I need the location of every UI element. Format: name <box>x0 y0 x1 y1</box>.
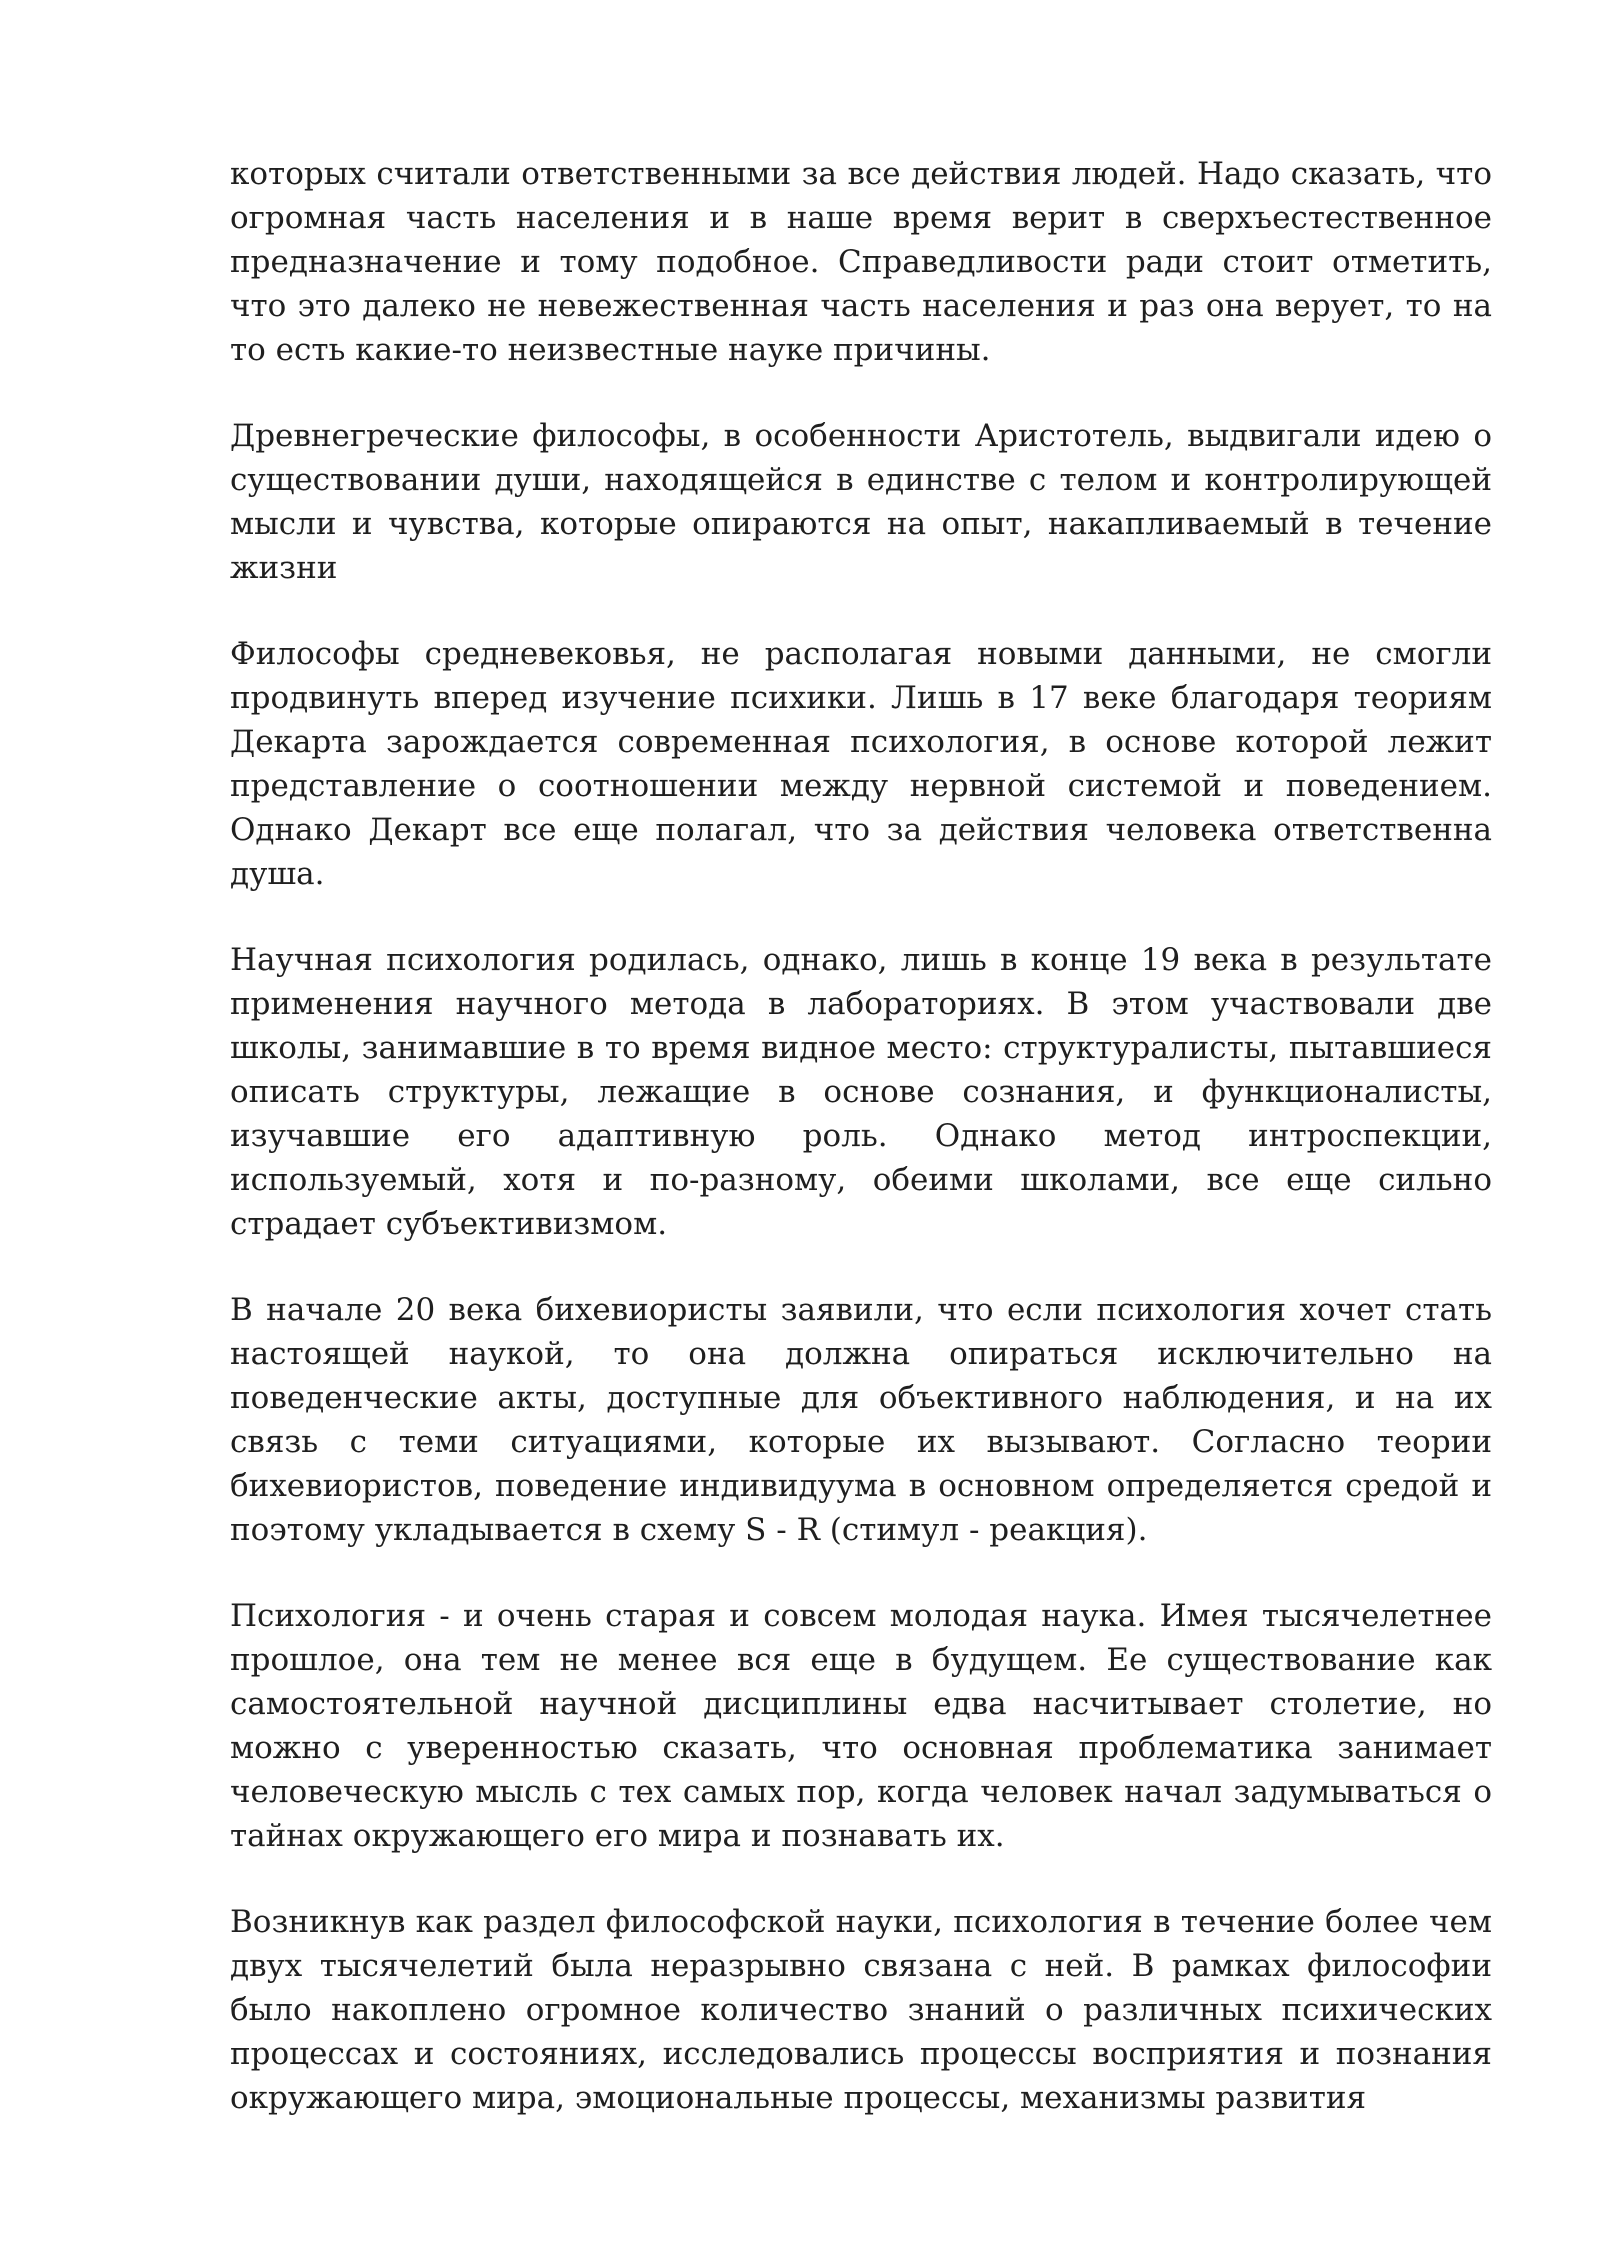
paragraph-supernatural-beliefs: которых считали ответственными за все действия людей. Надо сказать, что огромная часть населения и в наше время верит в сверхъестественное предназначение и тому подобное. Справедливости ради стоит отметить, что это далеко не невежественная часть населения и раз она верует, то на то есть какие-то неизвестные науке причины. <box>230 156 1492 368</box>
paragraph-ancient-greek-philosophers: Древнегреческие философы, в особенности Аристотель, выдвигали идею о существовании души, находящейся в единстве с телом и контролирующей мысли и чувства, которые опираются на опыт, накапливаемый в течение жизни <box>230 418 1492 586</box>
paragraph-philosophy-origins: Возникнув как раздел философской науки, психология в течение более чем двух тысячелетий была неразрывно связана с ней. В рамках философии было накоплено огромное количество знаний о различных психических процессах и состояниях, исследовались процессы восприятия и познания окружающего мира, эмоциональные процессы, механизмы развития <box>230 1904 1492 2116</box>
paragraph-old-and-young-science: Психология - и очень старая и совсем молодая наука. Имея тысячелетнее прошлое, она тем не менее вся еще в будущем. Ее существование как самостоятельной научной дисциплины едва насчитывает столетие, но можно с уверенностью сказать, что основная проблематика занимает человеческую мысль с тех самых пор, когда человек начал задумываться о тайнах окружающего его мира и познавать их. <box>230 1598 1492 1854</box>
paragraph-scientific-psychology: Научная психология родилась, однако, лишь в конце 19 века в результате применения научного метода в лабораториях. В этом участвовали две школы, занимавшие в то время видное место: структуралисты, пытавшиеся описать структуры, лежащие в основе сознания, и функционалисты, изучавшие его адаптивную роль. Однако метод интроспекции, используемый, хотя и по-разному, обеими школами, все еще сильно страдает субъективизмом. <box>230 942 1492 1242</box>
paragraph-medieval-descartes: Философы средневековья, не располагая новыми данными, не смогли продвинуть вперед изучение психики. Лишь в 17 веке благодаря теориям Декарта зарождается современная психология, в основе которой лежит представление о соотношении между нервной системой и поведением. Однако Декарт все еще полагал, что за действия человека ответственна душа. <box>230 636 1492 892</box>
document-page <box>230 152 1492 2120</box>
paragraph-behaviorists: В начале 20 века бихевиористы заявили, что если психология хочет стать настоящей наукой, то она должна опираться исключительно на поведенческие акты, доступные для объективного наблюдения, и на их связь с теми ситуациями, которые их вызывают. Согласно теории бихевиористов, поведение индивидуума в основном определяется средой и поэтому укладывается в схему S - R (стимул - реакция). <box>230 1292 1492 1548</box>
